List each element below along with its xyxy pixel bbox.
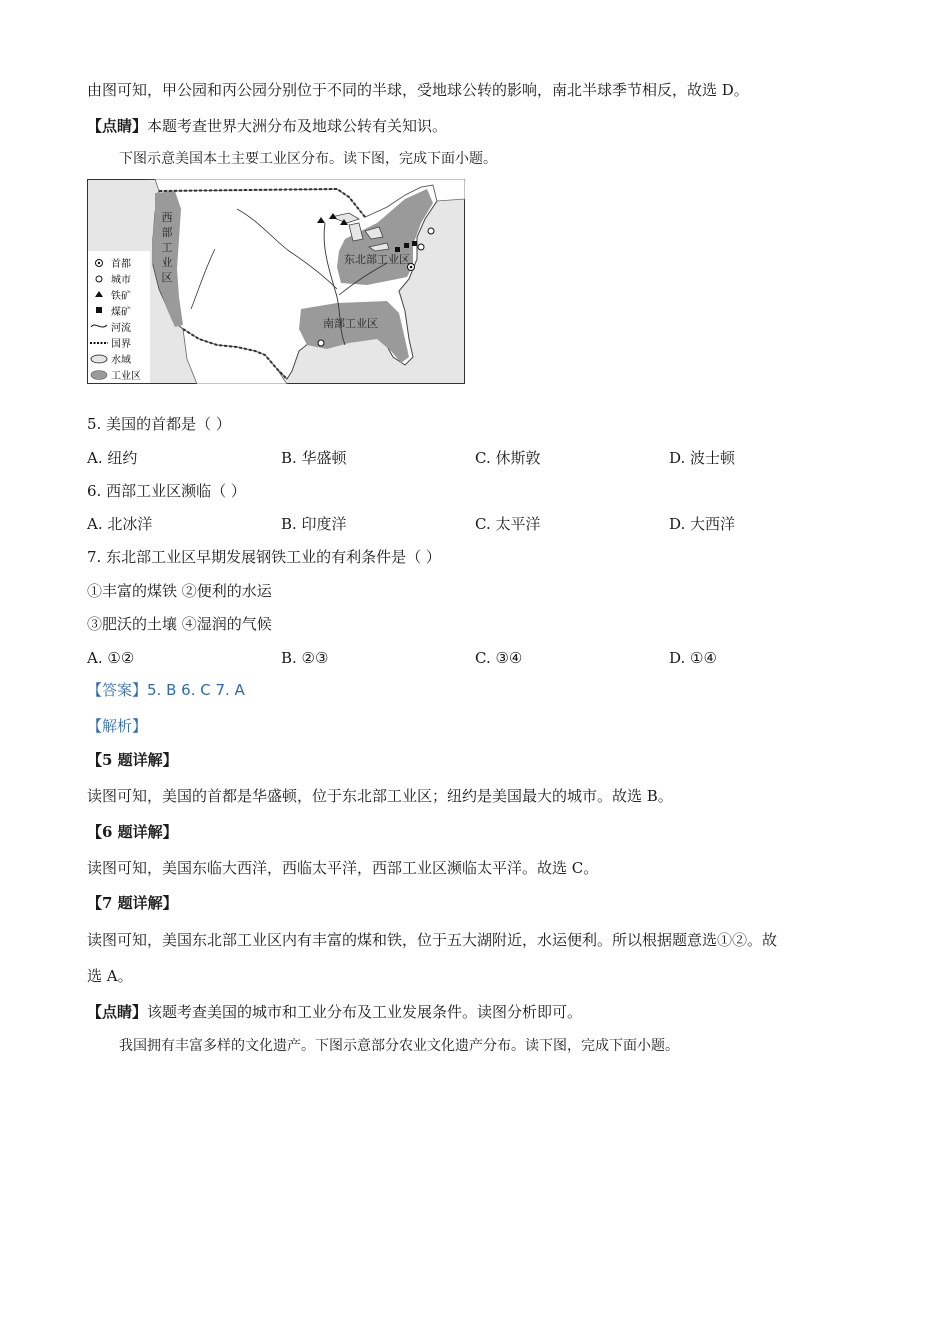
legend-label: 城市: [111, 275, 131, 286]
svg-text:区: 区: [161, 271, 173, 284]
detail-6-text: 读图可知，美国东临大西洋，西临太平洋，西部工业区濒临太平洋。故选 C。: [87, 859, 599, 877]
q7-option-b[interactable]: B. ②③: [281, 649, 329, 667]
svg-text:西: 西: [161, 211, 173, 224]
answer-tag: 【答案】: [87, 681, 148, 699]
q6-option-d[interactable]: D. 大西洋: [669, 515, 736, 533]
q6-option-c[interactable]: C. 太平洋: [475, 515, 541, 533]
us-industry-map: [87, 179, 465, 384]
q7-option-d[interactable]: D. ①④: [669, 649, 717, 667]
legend-water-icon: [91, 355, 107, 363]
pointer-tag: 【点睛】: [87, 117, 148, 135]
svg-text:部: 部: [161, 226, 173, 239]
city-icon: [318, 340, 324, 346]
south-region-label: 南部工业区: [323, 317, 378, 330]
next-intro: 我国拥有丰富多样的文化遗产。下图示意部分农业文化遗产分布。读下图，完成下面小题。: [119, 1038, 679, 1054]
q7-condition-line-1: ①丰富的煤铁 ②便利的水运: [87, 582, 272, 600]
legend-label: 铁矿: [111, 291, 131, 302]
city-icon: [418, 244, 424, 250]
legend-industry-icon: [91, 371, 107, 380]
legend-label: 河流: [111, 323, 131, 334]
legend-label: 工业区: [111, 371, 141, 382]
detail-5-text: 读图可知，美国的首都是华盛顿，位于东北部工业区；纽约是美国最大的城市。故选 B。: [87, 787, 673, 805]
svg-text:业: 业: [161, 256, 173, 269]
q7-option-a[interactable]: A. ①②: [87, 649, 135, 667]
legend-label: 煤矿: [111, 307, 131, 318]
q5-option-b[interactable]: B. 华盛顿: [281, 449, 347, 467]
northeast-region-label: 东北部工业区: [344, 253, 410, 266]
west-region-label: [162, 211, 173, 284]
pointer-note-2: [87, 1002, 582, 1022]
detail-5-title: 【5 题详解】: [87, 751, 178, 769]
coal-mine-icon: [404, 243, 409, 248]
q5-option-c[interactable]: C. 休斯敦: [475, 449, 541, 467]
question-5-stem: 5. 美国的首都是（ ）: [87, 415, 231, 433]
detail-7-text-2: 选 A。: [87, 967, 133, 985]
map-legend: [88, 251, 150, 383]
q7-condition-line-2: ③肥沃的土壤 ④湿润的气候: [87, 615, 272, 633]
answer-line: [87, 680, 245, 700]
detail-7-title: 【7 题详解】: [87, 894, 178, 912]
intro-text: 由图可知，甲公园和丙公园分别位于不同的半球，受地球公转的影响，南北半球季节相反，故选 D。: [87, 81, 749, 99]
map-intro: 下图示意美国本土主要工业区分布。读下图，完成下面小题。: [119, 151, 497, 167]
pointer-text: 该题考查美国的城市和工业分布及工业发展条件。读图分析即可。: [147, 1003, 583, 1021]
detail-6-title: 【6 题详解】: [87, 823, 178, 841]
detail-7-text-1: 读图可知，美国东北部工业区内有丰富的煤和铁，位于五大湖附近，水运便利。所以根据题意选①②。故: [87, 931, 778, 949]
q6-option-b[interactable]: B. 印度洋: [281, 515, 347, 533]
question-6-stem: 6. 西部工业区濒临（ ）: [87, 482, 246, 500]
question-7-stem: 7. 东北部工业区早期发展钢铁工业的有利条件是（ ）: [87, 548, 441, 566]
svg-text:工: 工: [161, 241, 173, 254]
city-icon: [428, 228, 434, 234]
legend-label: 首都: [111, 259, 131, 270]
q7-option-c[interactable]: C. ③④: [475, 649, 523, 667]
analysis-tag: 【解析】: [87, 717, 148, 735]
coal-mine-icon: [412, 241, 417, 246]
q5-option-d[interactable]: D. 波士顿: [669, 449, 736, 467]
pointer-note-1: [87, 116, 447, 136]
legend-city-icon: [96, 276, 102, 282]
coal-mine-icon: [395, 247, 400, 252]
legend-label: 水域: [111, 355, 131, 366]
answer-text: 5. B 6. C 7. A: [147, 681, 245, 699]
pointer-tag: 【点睛】: [87, 1003, 148, 1021]
q5-option-a[interactable]: A. 纽约: [87, 449, 138, 467]
pointer-text: 本题考查世界大洲分布及地球公转有关知识。: [147, 117, 448, 135]
capital-icon-dot: [410, 266, 413, 269]
q6-option-a[interactable]: A. 北冰洋: [87, 515, 153, 533]
legend-coal-icon: [96, 307, 102, 313]
legend-label: 国界: [111, 339, 131, 350]
